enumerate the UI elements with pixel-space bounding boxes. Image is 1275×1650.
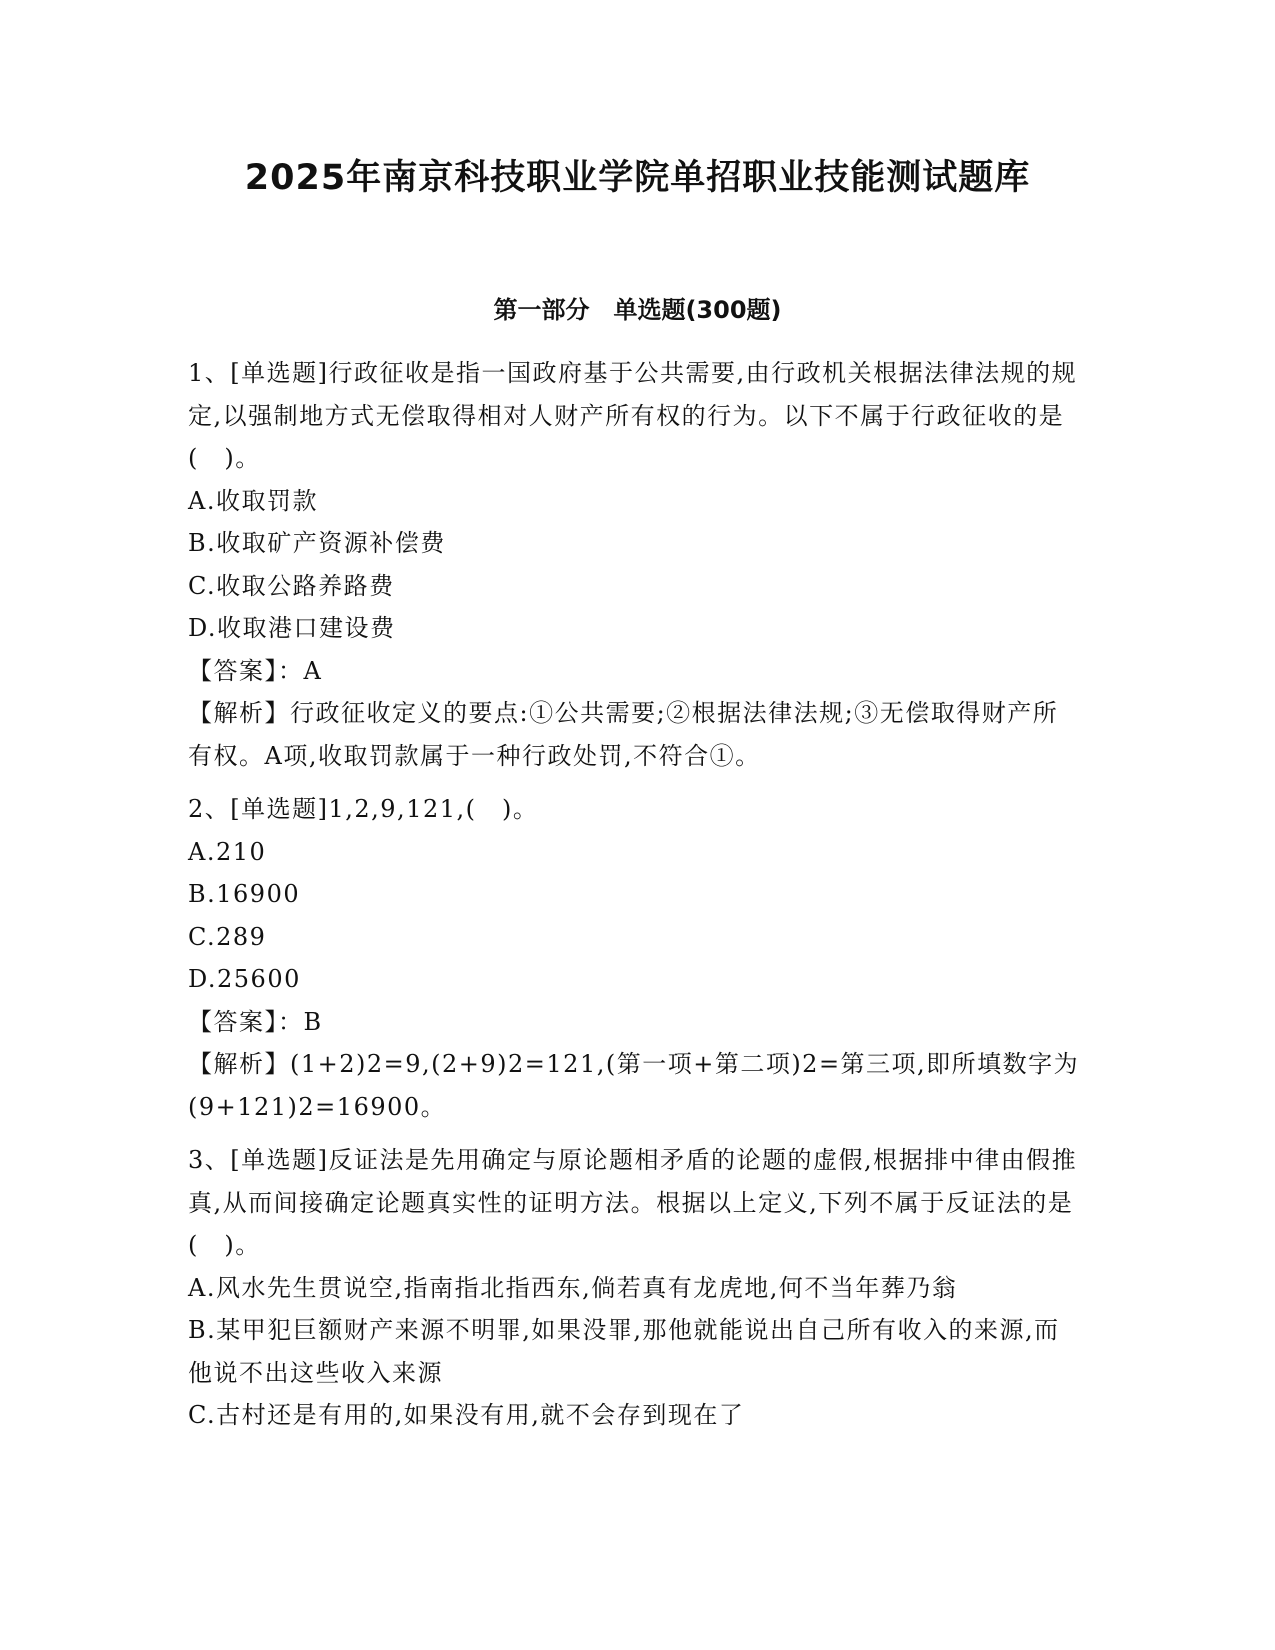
option-a: A.收取罚款 [188, 486, 318, 515]
question-stem: 1、[单选题]行政征收是指一国政府基于公共需要,由行政机关根据法律法规的规定,以强制地方式无偿取得相对人财产所有权的行为。以下不属于行政征收的是( )。 [188, 359, 1078, 472]
option-c: C.古村还是有用的,如果没有用,就不会存到现在了 [188, 1401, 745, 1429]
answer-label: 【答案】： [188, 1007, 304, 1036]
analysis-line [188, 1043, 1083, 1128]
option-b: B.收取矿产资源补偿费 [188, 529, 446, 557]
option-b: B.16900 [188, 880, 301, 908]
option-a: A.风水先生贯说空,指南指北指西东,倘若真有龙虎地,何不当年葬乃翁 [188, 1273, 958, 1302]
analysis-label: 【解析】 [188, 1050, 290, 1078]
option-d: D.25600 [188, 965, 301, 993]
question-1 [188, 352, 1083, 777]
answer-value: B [303, 1007, 323, 1036]
question-stem: 2、[单选题]1,2,9,121,( )。 [188, 795, 539, 823]
document-title: 2025年南京科技职业学院单招职业技能测试题库 [244, 158, 1031, 198]
option-b: B.某甲犯巨额财产来源不明罪,如果没罪,那他就能说出自己所有收入的来源,而他说不出这些收入来源 [188, 1316, 1060, 1387]
question-2 [188, 788, 1083, 1128]
option-d: D.收取港口建设费 [188, 614, 396, 642]
question-3 [188, 1139, 1083, 1437]
analysis-line [188, 692, 1083, 777]
question-list [188, 352, 1083, 1448]
analysis-label: 【解析】 [188, 699, 290, 727]
option-c: C.289 [188, 922, 267, 951]
section-title: 第一部分 单选题(300题) [493, 296, 782, 324]
option-a: A.210 [188, 837, 267, 866]
answer-line [188, 650, 1083, 693]
analysis-text: 行政征收定义的要点:①公共需要;②根据法律法规;③无偿取得财产所有权。A项,收取罚款属于一种行政处罚,不符合①。 [188, 699, 1059, 770]
question-stem: 3、[单选题]反证法是先用确定与原论题相矛盾的论题的虚假,根据排中律由假推真,从而间接确定论题真实性的证明方法。根据以上定义,下列不属于反证法的是( )。 [188, 1146, 1078, 1259]
option-c: C.收取公路养路费 [188, 571, 395, 600]
analysis-text: (1+2)2=9,(2+9)2=121,(第一项+第二项)2=第三项,即所填数字为(9+121)2=16900。 [188, 1050, 1080, 1121]
answer-label: 【答案】： [188, 656, 304, 685]
answer-value: A [303, 656, 323, 685]
answer-line [188, 1001, 1083, 1044]
